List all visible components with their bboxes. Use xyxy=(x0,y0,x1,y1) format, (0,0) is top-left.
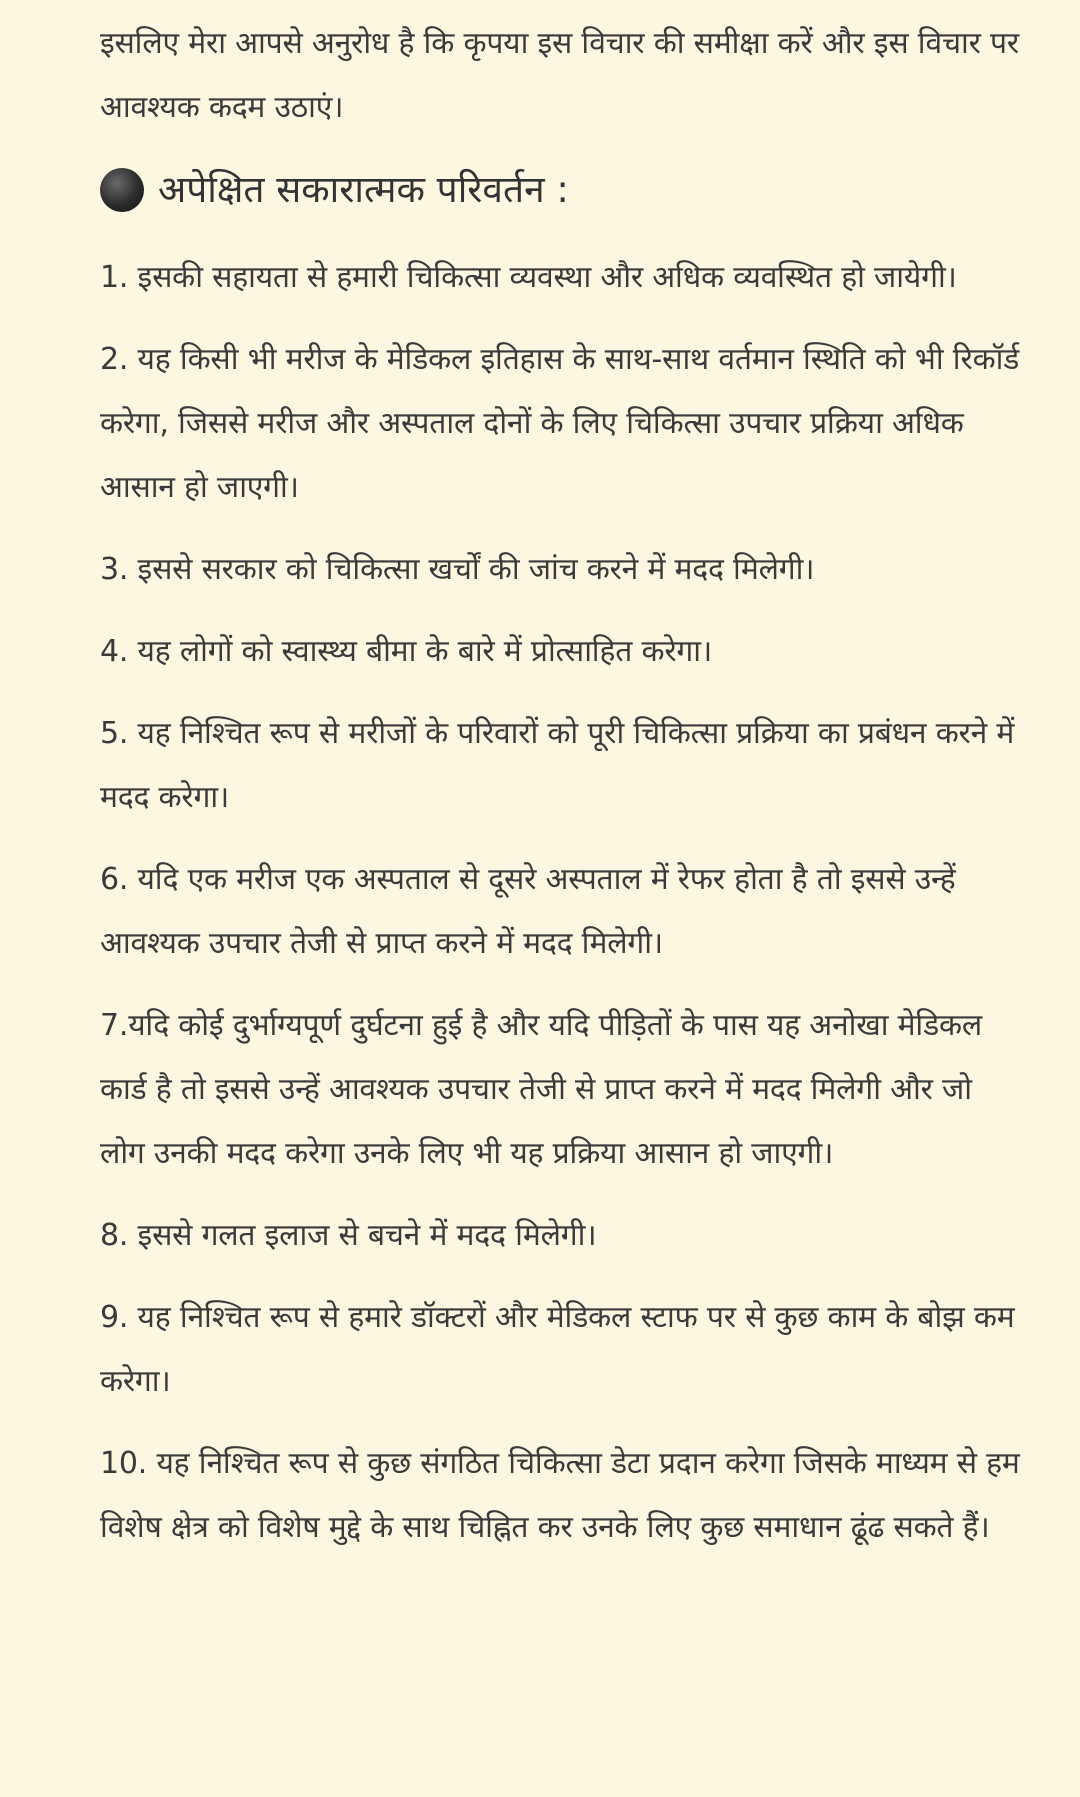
intro-paragraph: इसलिए मेरा आपसे अनुरोध है कि कृपया इस विचार की समीक्षा करें और इस विचार पर आवश्यक कदम उठाएं। xyxy=(100,26,1019,125)
list-item: 2. यह किसी भी मरीज के मेडिकल इतिहास के साथ-साथ वर्तमान स्थिति को भी रिकॉर्ड करेगा, जिससे मरीज और अस्पताल दोनों के लिए चिकित्सा उपचार प्रक्रिया अधिक आसान हो जाएगी। xyxy=(100,342,1020,505)
black-circle-icon xyxy=(100,168,144,212)
list-item: 1. इसकी सहायता से हमारी चिकित्सा व्यवस्था और अधिक व्यवस्थित हो जायेगी। xyxy=(100,260,957,295)
section-heading-text: अपेक्षित सकारात्मक परिवर्तन : xyxy=(158,168,569,211)
list-item: 6. यदि एक मरीज एक अस्पताल से दूसरे अस्पताल में रेफर होता है तो इससे उन्हें आवश्यक उपचार तेजी से प्राप्त करने में मदद मिलेगी। xyxy=(100,862,956,961)
list-item: 9. यह निश्चित रूप से हमारे डॉक्टरों और मेडिकल स्टाफ पर से कुछ काम के बोझ कम करेगा। xyxy=(100,1300,1015,1399)
section-heading xyxy=(100,160,1020,220)
list-item: 5. यह निश्चित रूप से मरीजों के परिवारों को पूरी चिकित्सा प्रक्रिया का प्रबंधन करने में मदद करेगा। xyxy=(100,716,1015,815)
list-item: 10. यह निश्चित रूप से कुछ संगठित चिकित्सा डेटा प्रदान करेगा जिसके माध्यम से हम विशेष क्षेत्र को विशेष मुद्दे के साथ चिह्नित कर उनके लिए कुछ समाधान ढूंढ सकते हैं। xyxy=(100,1446,1020,1545)
list-item: 3. इससे सरकार को चिकित्सा खर्चों की जांच करने में मदद मिलेगी। xyxy=(100,552,815,587)
list-item: 4. यह लोगों को स्वास्थ्य बीमा के बारे में प्रोत्साहित करेगा। xyxy=(100,634,713,669)
list-item: 8. इससे गलत इलाज से बचने में मदद मिलेगी। xyxy=(100,1218,597,1253)
benefits-list xyxy=(100,246,1020,1560)
list-item: 7.यदि कोई दुर्भाग्यपूर्ण दुर्घटना हुई है और यदि पीड़ितों के पास यह अनोखा मेडिकल कार्ड है तो इससे उन्हें आवश्यक उपचार तेजी से प्राप्त करने में मदद मिलेगी और जो लोग उनकी मदद करेगा उनके लिए भी यह प्रक्रिया आसान हो जाएगी। xyxy=(100,1008,982,1171)
